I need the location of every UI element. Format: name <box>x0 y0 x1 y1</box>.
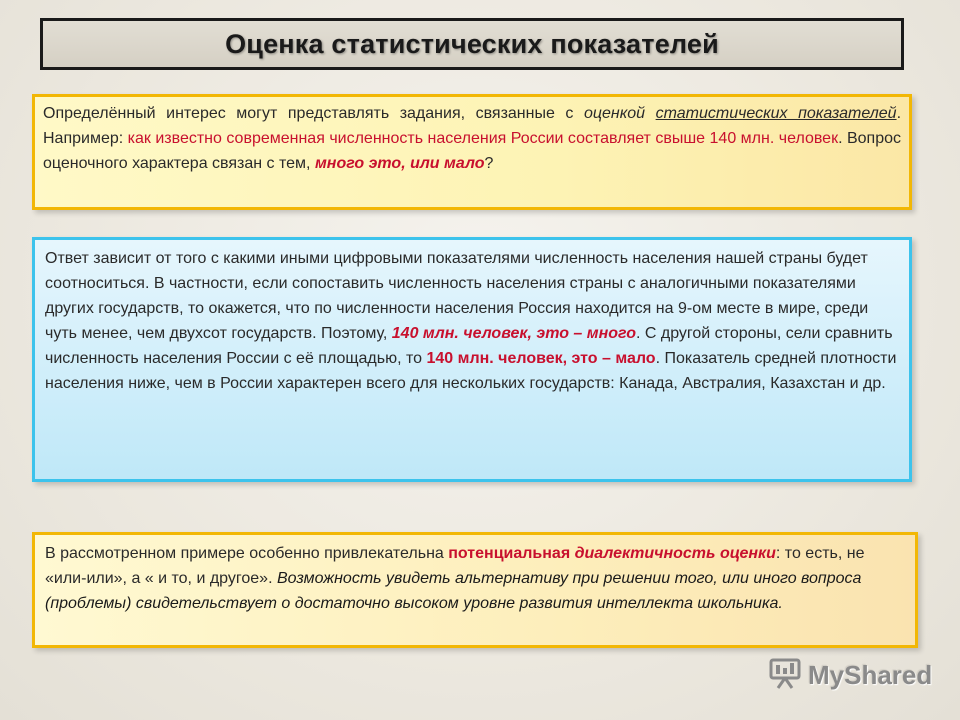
conclusion-highlight-dialectic: диалектичность оценки <box>574 545 776 562</box>
title-banner <box>40 18 904 70</box>
presentation-board-icon <box>768 656 802 695</box>
myshared-logo[interactable] <box>768 656 932 694</box>
answer-text-box: Ответ зависит от того с какими иными цифровыми показателями численность населения нашей страны будет соотноситься. В частности, если сопоставить численность населения страны с аналогичными показателями других государств, то окажется, что по численности населения Россия находится на 9-ом месте в мире, среди чуть менее, чем двухсот государств. Поэтому, 140 млн. человек, это – много. С другой стороны, сели сравнить численность населения России с её площадью, то 140 млн. человек, это – мало. Показатель средней плотности населения ниже, чем в России характерен всего для нескольких государств: Канада, Австралия, Казахстан и др. <box>32 237 912 482</box>
intro-text: Определённый интерес могут представлять задания, связанные с <box>43 105 584 122</box>
logo-text: MyShared <box>808 659 933 690</box>
intro-text-box: Определённый интерес могут представлять задания, связанные с оценкой статистических показателей. Например: как известно современная численность населения России составляет свыше 140 млн. человек. Вопрос оценочного характера связан с тем, много это, или мало? <box>32 94 912 210</box>
intro-example-highlight: как известно современная численность населения России составляет свыше 140 млн. человек <box>127 130 839 147</box>
conclusion-text: В рассмотренном примере особенно привлекательна <box>45 545 449 562</box>
answer-highlight-few: 140 млн. человек, это – мало <box>426 350 656 367</box>
intro-emphasis-evaluation: оценкой <box>583 105 646 122</box>
answer-text: Ответ зависит от того с какими иными цифровыми показателями численность населения нашей страны будет соотноситься. В частности, если сопоставить численность населения страны с аналогичными показателями других государств, то окажется, что по численности населения Россия находится на 9-ом месте в мире, среди чуть менее, чем двухсот государств. Поэтому, <box>45 250 869 342</box>
intro-emphasis-statistics: статистических показателей <box>655 105 897 122</box>
conclusion-highlight-potential: потенциальная <box>448 545 575 562</box>
intro-question-highlight: много это, или мало <box>314 155 485 172</box>
slide-title: Оценка статистических показателей <box>225 28 719 59</box>
conclusion-text-box: В рассмотренном примере особенно привлекательна потенциальная диалектичность оценки: то есть, не «или-или», а « и то, и другое». Возможность увидеть альтернативу при решении того, или иного вопроса (проблемы) свидетельствует о достаточно высоком уровне развития интеллекта школьника. <box>32 532 918 648</box>
answer-highlight-many: 140 млн. человек, это – много <box>391 325 636 342</box>
conclusion-italic-text: Возможность увидеть альтернативу при решении того, или иного вопроса (проблемы) свидетельствует о достаточно высоком уровне развития интеллекта школьника. <box>45 570 862 612</box>
